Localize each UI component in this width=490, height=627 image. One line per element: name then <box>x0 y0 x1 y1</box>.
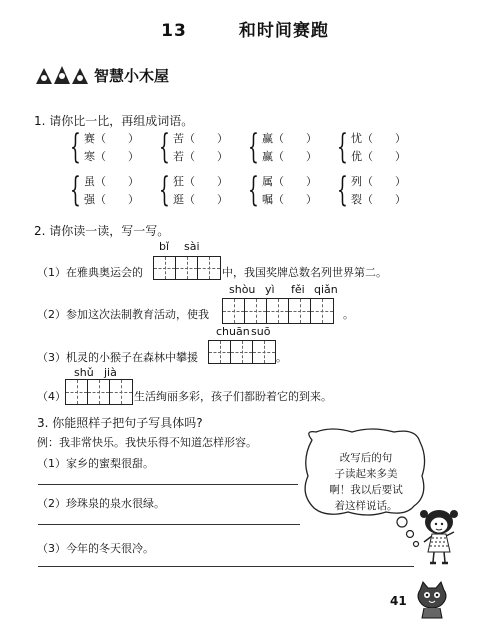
word-entry[interactable]: 属（ ） <box>262 175 317 188</box>
pinyin-fei: fěi <box>291 283 305 296</box>
pinyin-chuan: chuān <box>216 325 250 338</box>
sentence-3-end: 。 <box>276 351 287 364</box>
q1-prompt: 1. 请你比一比，再组成词语。 <box>34 114 194 128</box>
lesson-name: 和时间赛跑 <box>238 21 329 41</box>
pinyin-sai: sài <box>184 240 200 253</box>
word-entry[interactable]: 优（ ） <box>351 150 406 163</box>
word-entry[interactable]: 逛（ ） <box>173 193 228 206</box>
girl-illustration <box>418 508 460 566</box>
answer-line-3[interactable] <box>38 566 414 567</box>
sentence-2-before: 参加这次法制教育活动，使我 <box>66 308 209 321</box>
answer-line-2[interactable] <box>38 524 300 525</box>
brace-mark: { <box>337 170 348 210</box>
word-entry[interactable]: 嘱（ ） <box>262 193 317 206</box>
bubble-line-2: 子读起来多美 <box>334 468 398 480</box>
word-entry[interactable]: 虽（ ） <box>84 175 139 188</box>
wooden-hut-icon <box>34 64 90 86</box>
q2-prompt: 2. 请你读一读，写一写。 <box>34 224 170 238</box>
brace-mark: { <box>159 170 170 210</box>
sentence-4-end: 生活绚丽多彩，孩子们都盼着它的到来。 <box>134 390 332 403</box>
q3-item-1: （1）家乡的蜜梨很甜。 <box>37 457 154 470</box>
pinyin-qian: qiǎn <box>314 283 338 296</box>
q3-item-2: （2）珍珠泉的泉水很绿。 <box>37 497 165 510</box>
q3-item-3: （3）今年的冬天很冷。 <box>37 542 154 555</box>
sentence-2-start <box>37 306 209 322</box>
brace-mark: { <box>337 127 348 167</box>
sentence-2-end: 。 <box>343 308 354 321</box>
lesson-title <box>0 16 490 41</box>
pinyin-jia: jià <box>104 366 117 379</box>
sentence-4-number: （4） <box>37 390 66 403</box>
sentence-3-start <box>37 349 198 365</box>
word-entry[interactable]: 寒（ ） <box>84 150 139 163</box>
word-entry[interactable]: 强（ ） <box>84 193 139 206</box>
word-entry[interactable]: 列（ ） <box>351 175 406 188</box>
bubble-line-1: 改写后的句 <box>339 452 393 464</box>
brace-mark: { <box>70 127 81 167</box>
sentence-1-number: （1） <box>37 266 66 279</box>
sentence-1-start <box>37 264 143 280</box>
pinyin-yi: yì <box>265 283 275 296</box>
pinyin-suo: suō <box>251 325 271 338</box>
bubble-line-4: 着这样说话。 <box>334 500 398 512</box>
writing-grid-1[interactable] <box>153 256 221 280</box>
pinyin-shou: shòu <box>229 283 256 296</box>
word-entry[interactable]: 忧（ ） <box>351 132 406 145</box>
writing-grid-4[interactable] <box>65 379 133 405</box>
sentence-3-number: （3） <box>37 351 66 364</box>
writing-grid-3[interactable] <box>208 340 276 364</box>
page-number: 41 <box>390 594 407 608</box>
brace-mark: { <box>159 127 170 167</box>
brace-mark: { <box>248 170 259 210</box>
pinyin-shu: shǔ <box>74 366 94 379</box>
word-entry[interactable]: 赢（ ） <box>262 150 317 163</box>
word-entry[interactable]: 赢（ ） <box>262 132 317 145</box>
section-header <box>34 64 169 86</box>
word-entry[interactable]: 狂（ ） <box>173 175 228 188</box>
q3-prompt: 3. 你能照样子把句子写具体吗? <box>37 416 203 430</box>
sentence-3-before: 机灵的小猴子在森林中攀援 <box>66 351 198 364</box>
bubble-text <box>320 450 412 514</box>
word-entry[interactable]: 苦（ ） <box>173 132 228 145</box>
lesson-number: 13 <box>161 21 187 41</box>
bubble-line-3: 啊！我以后要试 <box>329 484 403 496</box>
answer-line-1[interactable] <box>38 484 298 485</box>
sentence-1-before: 在雅典奥运会的 <box>66 266 143 279</box>
sentence-2-number: （2） <box>37 308 66 321</box>
pinyin-bi: bǐ <box>159 240 170 253</box>
word-entry[interactable]: 若（ ） <box>173 150 228 163</box>
word-entry[interactable]: 裂（ ） <box>351 193 406 206</box>
word-entry[interactable]: 赛（ ） <box>84 132 139 145</box>
sentence-1-end: 中，我国奖牌总数名列世界第二。 <box>222 266 387 279</box>
writing-grid-2[interactable] <box>222 298 334 324</box>
cat-illustration <box>414 580 450 620</box>
brace-mark: { <box>248 127 259 167</box>
brace-mark: { <box>70 170 81 210</box>
q3-example: 例：我非常快乐。我快乐得不知道怎样形容。 <box>37 436 257 449</box>
section-header-label: 智慧小木屋 <box>94 66 170 85</box>
